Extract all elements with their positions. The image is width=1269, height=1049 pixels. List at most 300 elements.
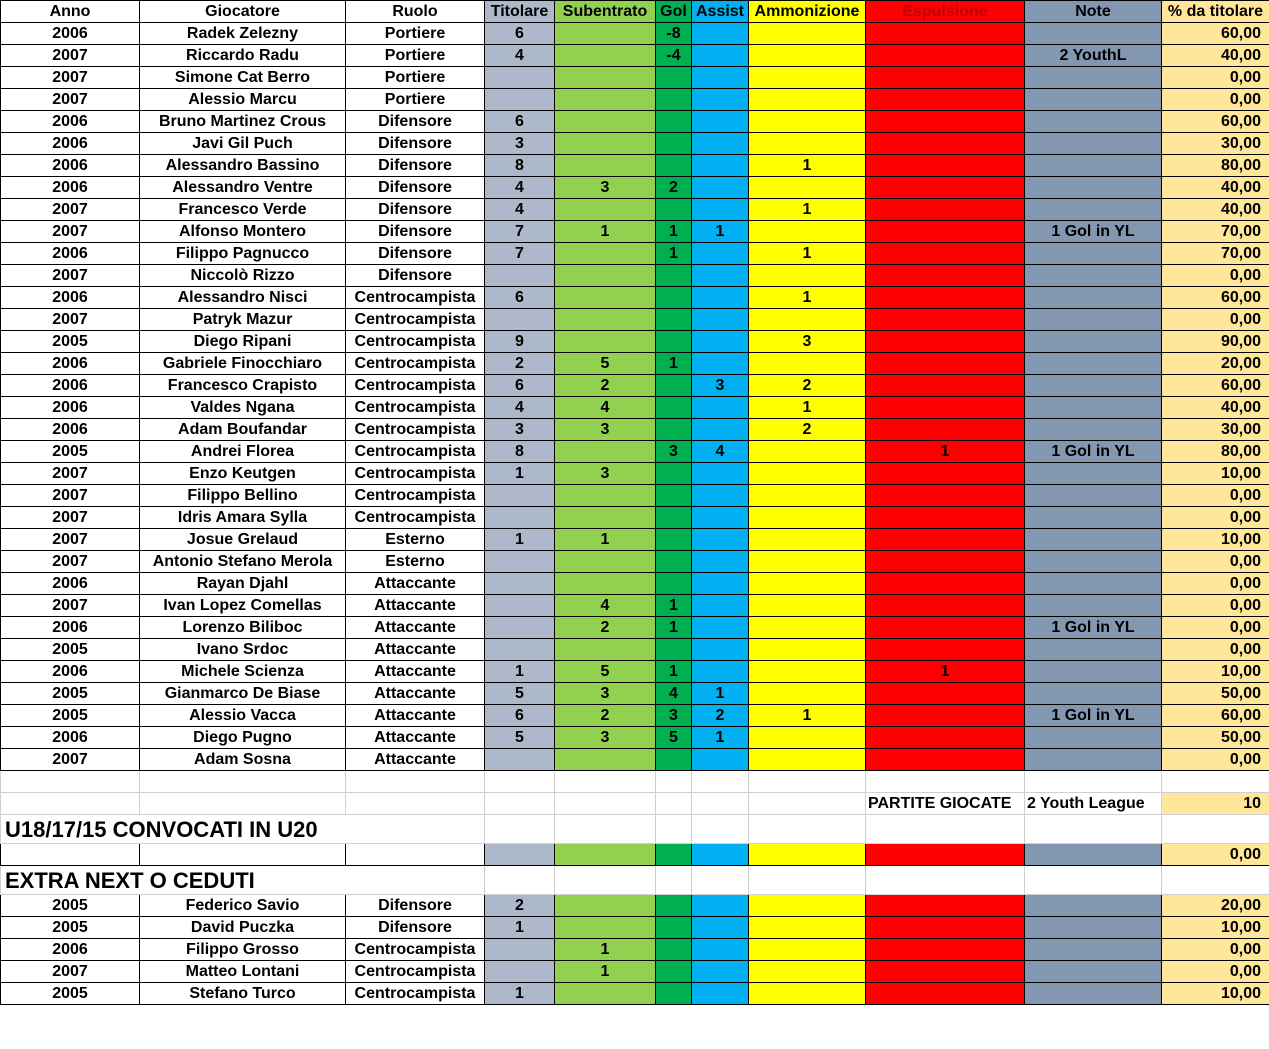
empty-cell[interactable] [692,793,749,815]
cell-gol[interactable] [656,397,692,419]
cell-titolare[interactable] [485,749,555,771]
cell-gol[interactable]: 5 [656,727,692,749]
cell-giocatore[interactable]: Alessio Marcu [140,89,346,111]
cell-titolare[interactable]: 1 [485,917,555,939]
cell-note[interactable] [1025,23,1162,45]
empty-cell[interactable] [692,771,749,793]
cell-note[interactable] [1025,939,1162,961]
cell-ruolo[interactable]: Difensore [346,221,485,243]
cell-anno[interactable]: 2006 [1,111,140,133]
cell-anno[interactable]: 2005 [1,683,140,705]
cell-subentrato[interactable] [555,551,656,573]
cell-titolare[interactable] [485,639,555,661]
empty-cell[interactable] [1,793,140,815]
cell-assist[interactable] [692,111,749,133]
cell-ruolo[interactable]: Centrocampista [346,507,485,529]
empty-cell[interactable] [555,771,656,793]
empty-cell[interactable] [656,793,692,815]
cell-ammonizione[interactable]: 2 [749,375,866,397]
cell-titolare[interactable]: 5 [485,727,555,749]
cell-anno[interactable]: 2007 [1,551,140,573]
cell-pct[interactable]: 10,00 [1162,463,1269,485]
cell-ruolo[interactable]: Portiere [346,23,485,45]
cell-subentrato[interactable] [555,639,656,661]
cell-assist[interactable] [692,639,749,661]
cell-pct[interactable]: 0,00 [1162,485,1269,507]
cell-pct[interactable]: 70,00 [1162,221,1269,243]
cell-ruolo[interactable]: Portiere [346,89,485,111]
empty-cell[interactable] [656,844,692,866]
cell-subentrato[interactable]: 5 [555,661,656,683]
cell-assist[interactable] [692,23,749,45]
cell-pct[interactable]: 10,00 [1162,917,1269,939]
header-pct[interactable]: % da titolare [1162,1,1269,23]
cell-anno[interactable]: 2006 [1,177,140,199]
cell-anno[interactable]: 2005 [1,441,140,463]
empty-cell[interactable] [1025,866,1162,895]
cell-pct[interactable]: 40,00 [1162,177,1269,199]
cell-espulsione[interactable] [866,397,1025,419]
empty-cell[interactable] [140,793,346,815]
cell-assist[interactable] [692,939,749,961]
empty-cell[interactable] [749,866,866,895]
empty-cell[interactable] [1162,771,1269,793]
cell-espulsione[interactable] [866,221,1025,243]
cell-note[interactable] [1025,67,1162,89]
cell-pct[interactable]: 0,00 [1162,67,1269,89]
cell-note[interactable] [1025,155,1162,177]
cell-titolare[interactable] [485,507,555,529]
cell-gol[interactable] [656,331,692,353]
cell-subentrato[interactable]: 2 [555,375,656,397]
empty-cell[interactable] [749,844,866,866]
cell-espulsione[interactable] [866,419,1025,441]
cell-ruolo[interactable]: Centrocampista [346,441,485,463]
cell-note[interactable] [1025,177,1162,199]
cell-ammonizione[interactable] [749,111,866,133]
cell-pct[interactable]: 80,00 [1162,155,1269,177]
cell-giocatore[interactable]: Filippo Grosso [140,939,346,961]
cell-subentrato[interactable] [555,287,656,309]
cell-gol[interactable] [656,133,692,155]
header-anno[interactable]: Anno [1,1,140,23]
cell-pct[interactable]: 0,00 [1162,961,1269,983]
cell-ruolo[interactable]: Attaccante [346,749,485,771]
empty-cell[interactable] [692,866,749,895]
cell-ammonizione[interactable] [749,917,866,939]
cell-ruolo[interactable]: Portiere [346,45,485,67]
cell-anno[interactable]: 2006 [1,661,140,683]
cell-titolare[interactable]: 6 [485,111,555,133]
cell-gol[interactable] [656,895,692,917]
empty-cell[interactable] [346,793,485,815]
cell-giocatore[interactable]: Ivano Srdoc [140,639,346,661]
cell-subentrato[interactable]: 2 [555,705,656,727]
cell-subentrato[interactable]: 3 [555,463,656,485]
empty-cell[interactable] [555,844,656,866]
cell-anno[interactable]: 2006 [1,573,140,595]
cell-gol[interactable]: 1 [656,617,692,639]
cell-giocatore[interactable]: Simone Cat Berro [140,67,346,89]
cell-anno[interactable]: 2005 [1,983,140,1005]
cell-pct[interactable]: 0,00 [1162,551,1269,573]
cell-ruolo[interactable]: Difensore [346,895,485,917]
cell-subentrato[interactable] [555,983,656,1005]
cell-ruolo[interactable]: Esterno [346,529,485,551]
cell-gol[interactable] [656,485,692,507]
header-gol[interactable]: Gol [656,1,692,23]
cell-assist[interactable]: 1 [692,727,749,749]
cell-espulsione[interactable] [866,463,1025,485]
cell-espulsione[interactable] [866,23,1025,45]
cell-espulsione[interactable] [866,133,1025,155]
cell-gol[interactable]: 1 [656,595,692,617]
cell-ammonizione[interactable] [749,133,866,155]
cell-giocatore[interactable]: Josue Grelaud [140,529,346,551]
empty-cell[interactable] [692,844,749,866]
cell-assist[interactable]: 3 [692,375,749,397]
cell-ammonizione[interactable]: 1 [749,155,866,177]
cell-gol[interactable] [656,419,692,441]
cell-gol[interactable]: 2 [656,177,692,199]
summary-value[interactable]: 10 [1162,793,1269,815]
empty-cell[interactable] [692,815,749,844]
cell-note[interactable] [1025,243,1162,265]
cell-ammonizione[interactable] [749,661,866,683]
cell-gol[interactable]: 4 [656,683,692,705]
cell-anno[interactable]: 2006 [1,243,140,265]
cell-subentrato[interactable] [555,133,656,155]
cell-pct[interactable]: 70,00 [1162,243,1269,265]
empty-cell[interactable] [485,844,555,866]
cell-anno[interactable]: 2007 [1,221,140,243]
cell-titolare[interactable] [485,961,555,983]
header-subentrato[interactable]: Subentrato [555,1,656,23]
cell-subentrato[interactable] [555,573,656,595]
cell-espulsione[interactable] [866,485,1025,507]
cell-note[interactable] [1025,463,1162,485]
cell-subentrato[interactable] [555,309,656,331]
cell-note[interactable]: 1 Gol in YL [1025,221,1162,243]
cell-ammonizione[interactable] [749,529,866,551]
cell-anno[interactable]: 2007 [1,529,140,551]
cell-note[interactable]: 1 Gol in YL [1025,705,1162,727]
cell-anno[interactable]: 2007 [1,265,140,287]
cell-note[interactable] [1025,983,1162,1005]
cell-espulsione[interactable] [866,331,1025,353]
section-u20-pct[interactable]: 0,00 [1162,844,1269,866]
empty-cell[interactable] [866,844,1025,866]
cell-anno[interactable]: 2006 [1,939,140,961]
cell-ammonizione[interactable] [749,895,866,917]
cell-pct[interactable]: 60,00 [1162,111,1269,133]
cell-assist[interactable] [692,155,749,177]
cell-gol[interactable] [656,639,692,661]
cell-anno[interactable]: 2007 [1,485,140,507]
cell-assist[interactable] [692,573,749,595]
cell-note[interactable] [1025,917,1162,939]
cell-ruolo[interactable]: Centrocampista [346,397,485,419]
cell-pct[interactable]: 60,00 [1162,375,1269,397]
cell-assist[interactable] [692,595,749,617]
cell-assist[interactable] [692,243,749,265]
cell-pct[interactable]: 0,00 [1162,89,1269,111]
cell-espulsione[interactable] [866,529,1025,551]
cell-pct[interactable]: 50,00 [1162,727,1269,749]
cell-anno[interactable]: 2006 [1,287,140,309]
cell-subentrato[interactable] [555,89,656,111]
empty-cell[interactable] [1025,844,1162,866]
cell-titolare[interactable]: 6 [485,287,555,309]
cell-anno[interactable]: 2005 [1,917,140,939]
cell-espulsione[interactable] [866,199,1025,221]
cell-anno[interactable]: 2006 [1,727,140,749]
cell-ruolo[interactable]: Esterno [346,551,485,573]
cell-espulsione[interactable] [866,617,1025,639]
empty-cell[interactable] [656,771,692,793]
cell-assist[interactable] [692,199,749,221]
cell-ammonizione[interactable] [749,727,866,749]
cell-subentrato[interactable]: 4 [555,595,656,617]
cell-note[interactable] [1025,639,1162,661]
cell-giocatore[interactable]: Alessio Vacca [140,705,346,727]
cell-subentrato[interactable] [555,507,656,529]
cell-anno[interactable]: 2005 [1,331,140,353]
cell-assist[interactable] [692,485,749,507]
cell-assist[interactable] [692,309,749,331]
cell-espulsione[interactable] [866,639,1025,661]
empty-cell[interactable] [1025,815,1162,844]
cell-subentrato[interactable]: 5 [555,353,656,375]
cell-assist[interactable] [692,529,749,551]
cell-assist[interactable] [692,983,749,1005]
cell-espulsione[interactable]: 1 [866,661,1025,683]
cell-anno[interactable]: 2007 [1,507,140,529]
cell-pct[interactable]: 40,00 [1162,199,1269,221]
cell-giocatore[interactable]: Alessandro Nisci [140,287,346,309]
cell-gol[interactable] [656,111,692,133]
cell-titolare[interactable] [485,573,555,595]
cell-giocatore[interactable]: David Puczka [140,917,346,939]
cell-ammonizione[interactable]: 2 [749,419,866,441]
cell-note[interactable] [1025,309,1162,331]
cell-anno[interactable]: 2006 [1,419,140,441]
cell-espulsione[interactable] [866,375,1025,397]
cell-subentrato[interactable] [555,45,656,67]
cell-anno[interactable]: 2007 [1,595,140,617]
empty-cell[interactable] [656,866,692,895]
cell-ruolo[interactable]: Centrocampista [346,983,485,1005]
cell-subentrato[interactable]: 1 [555,221,656,243]
cell-subentrato[interactable] [555,67,656,89]
cell-ruolo[interactable]: Attaccante [346,639,485,661]
cell-assist[interactable] [692,463,749,485]
cell-anno[interactable]: 2005 [1,705,140,727]
cell-assist[interactable]: 1 [692,683,749,705]
cell-ruolo[interactable]: Difensore [346,133,485,155]
cell-ruolo[interactable]: Centrocampista [346,463,485,485]
header-note[interactable]: Note [1025,1,1162,23]
cell-note[interactable] [1025,573,1162,595]
cell-note[interactable] [1025,727,1162,749]
cell-note[interactable] [1025,199,1162,221]
cell-titolare[interactable]: 8 [485,155,555,177]
cell-note[interactable] [1025,683,1162,705]
cell-ruolo[interactable]: Attaccante [346,595,485,617]
cell-anno[interactable]: 2006 [1,617,140,639]
cell-assist[interactable] [692,749,749,771]
cell-giocatore[interactable]: Gabriele Finocchiaro [140,353,346,375]
cell-ammonizione[interactable] [749,573,866,595]
cell-giocatore[interactable]: Francesco Crapisto [140,375,346,397]
cell-note[interactable] [1025,397,1162,419]
cell-anno[interactable]: 2006 [1,397,140,419]
cell-assist[interactable] [692,67,749,89]
cell-gol[interactable]: -4 [656,45,692,67]
cell-assist[interactable] [692,177,749,199]
cell-note[interactable] [1025,89,1162,111]
cell-note[interactable] [1025,661,1162,683]
cell-giocatore[interactable]: Diego Ripani [140,331,346,353]
cell-giocatore[interactable]: Adam Sosna [140,749,346,771]
empty-cell[interactable] [656,815,692,844]
cell-giocatore[interactable]: Lorenzo Biliboc [140,617,346,639]
cell-ammonizione[interactable] [749,617,866,639]
cell-pct[interactable]: 0,00 [1162,507,1269,529]
cell-gol[interactable]: 3 [656,705,692,727]
empty-cell[interactable] [555,793,656,815]
cell-ruolo[interactable]: Difensore [346,155,485,177]
cell-giocatore[interactable]: Alessandro Ventre [140,177,346,199]
cell-anno[interactable]: 2007 [1,749,140,771]
cell-subentrato[interactable] [555,199,656,221]
cell-espulsione[interactable] [866,595,1025,617]
cell-assist[interactable]: 2 [692,705,749,727]
cell-gol[interactable] [656,529,692,551]
empty-cell[interactable] [346,771,485,793]
cell-assist[interactable] [692,265,749,287]
cell-espulsione[interactable] [866,983,1025,1005]
cell-anno[interactable]: 2006 [1,353,140,375]
cell-assist[interactable] [692,45,749,67]
cell-gol[interactable] [656,89,692,111]
cell-note[interactable] [1025,895,1162,917]
cell-anno[interactable]: 2007 [1,199,140,221]
cell-ammonizione[interactable] [749,983,866,1005]
cell-ruolo[interactable]: Centrocampista [346,375,485,397]
cell-titolare[interactable]: 2 [485,895,555,917]
cell-titolare[interactable]: 1 [485,983,555,1005]
cell-assist[interactable] [692,661,749,683]
cell-espulsione[interactable]: 1 [866,441,1025,463]
cell-pct[interactable]: 60,00 [1162,23,1269,45]
cell-ammonizione[interactable] [749,463,866,485]
cell-giocatore[interactable]: Adam Boufandar [140,419,346,441]
cell-ammonizione[interactable] [749,749,866,771]
cell-titolare[interactable]: 9 [485,331,555,353]
cell-titolare[interactable]: 4 [485,45,555,67]
empty-cell[interactable] [1025,771,1162,793]
cell-giocatore[interactable]: Francesco Verde [140,199,346,221]
cell-espulsione[interactable] [866,939,1025,961]
cell-giocatore[interactable]: Ivan Lopez Comellas [140,595,346,617]
cell-subentrato[interactable]: 1 [555,529,656,551]
empty-cell[interactable] [140,844,346,866]
cell-espulsione[interactable] [866,177,1025,199]
cell-ammonizione[interactable] [749,45,866,67]
cell-ammonizione[interactable]: 1 [749,287,866,309]
cell-titolare[interactable] [485,265,555,287]
cell-assist[interactable]: 4 [692,441,749,463]
cell-anno[interactable]: 2007 [1,89,140,111]
cell-subentrato[interactable] [555,895,656,917]
cell-titolare[interactable]: 7 [485,243,555,265]
cell-ammonizione[interactable] [749,89,866,111]
cell-titolare[interactable]: 1 [485,529,555,551]
cell-assist[interactable] [692,961,749,983]
cell-espulsione[interactable] [866,917,1025,939]
cell-pct[interactable]: 10,00 [1162,661,1269,683]
cell-assist[interactable] [692,89,749,111]
cell-gol[interactable] [656,265,692,287]
cell-anno[interactable]: 2007 [1,463,140,485]
cell-titolare[interactable] [485,595,555,617]
cell-assist[interactable] [692,551,749,573]
cell-espulsione[interactable] [866,353,1025,375]
cell-titolare[interactable]: 3 [485,133,555,155]
cell-assist[interactable] [692,895,749,917]
cell-anno[interactable]: 2006 [1,155,140,177]
empty-cell[interactable] [346,844,485,866]
cell-giocatore[interactable]: Andrei Florea [140,441,346,463]
cell-ammonizione[interactable] [749,961,866,983]
cell-giocatore[interactable]: Filippo Bellino [140,485,346,507]
cell-ammonizione[interactable] [749,309,866,331]
cell-pct[interactable]: 40,00 [1162,397,1269,419]
cell-pct[interactable]: 80,00 [1162,441,1269,463]
cell-gol[interactable]: 1 [656,661,692,683]
cell-ruolo[interactable]: Centrocampista [346,331,485,353]
cell-ammonizione[interactable] [749,939,866,961]
cell-espulsione[interactable] [866,67,1025,89]
summary-youth[interactable]: 2 Youth League [1025,793,1162,815]
cell-espulsione[interactable] [866,265,1025,287]
cell-note[interactable] [1025,133,1162,155]
cell-note[interactable] [1025,419,1162,441]
cell-assist[interactable] [692,419,749,441]
cell-subentrato[interactable] [555,749,656,771]
cell-ammonizione[interactable] [749,683,866,705]
empty-cell[interactable] [1162,866,1269,895]
cell-giocatore[interactable]: Alessandro Bassino [140,155,346,177]
cell-gol[interactable] [656,983,692,1005]
cell-giocatore[interactable]: Patryk Mazur [140,309,346,331]
cell-espulsione[interactable] [866,309,1025,331]
cell-giocatore[interactable]: Enzo Keutgen [140,463,346,485]
cell-note[interactable] [1025,111,1162,133]
cell-espulsione[interactable] [866,507,1025,529]
cell-ruolo[interactable]: Difensore [346,265,485,287]
cell-giocatore[interactable]: Valdes Ngana [140,397,346,419]
empty-cell[interactable] [749,815,866,844]
cell-pct[interactable]: 30,00 [1162,419,1269,441]
cell-titolare[interactable] [485,617,555,639]
cell-anno[interactable]: 2006 [1,23,140,45]
empty-cell[interactable] [866,771,1025,793]
cell-espulsione[interactable] [866,155,1025,177]
cell-titolare[interactable]: 4 [485,177,555,199]
empty-cell[interactable] [749,793,866,815]
